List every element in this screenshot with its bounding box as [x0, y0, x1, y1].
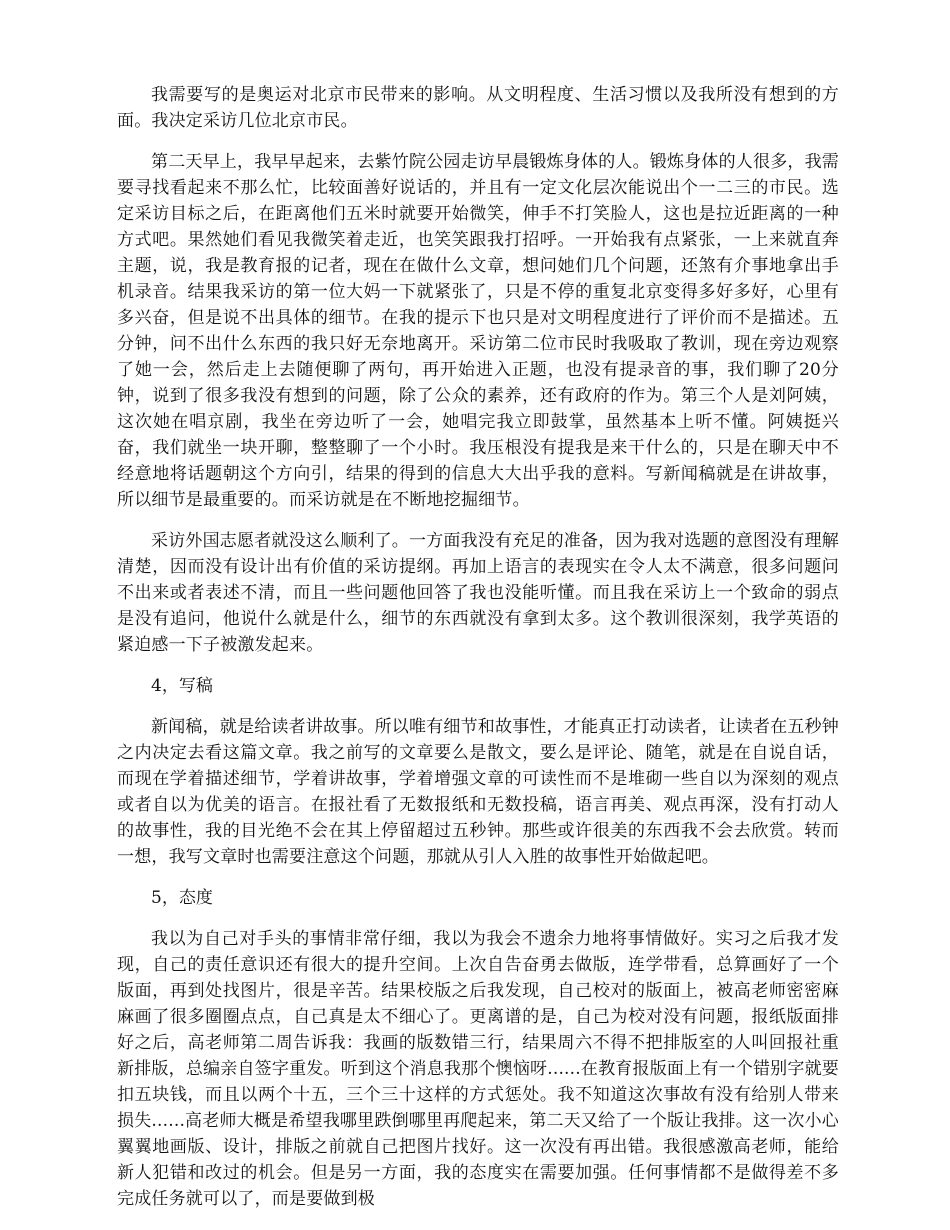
paragraph-2: 第二天早上，我早早起来，去紫竹院公园走访早晨锻炼身体的人。锻炼身体的人很多，我需要寻找看起来不那么忙，比较面善好说话的，并且有一定文化层次能说出个一二三的市民。选定采访目标之后，在距离他们五米时就要开始微笑，伸手不打笑脸人，这也是拉近距离的一种方式吧。果然她们看见我微笑着走近，也笑笑跟我打招呼。一开始我有点紧张，一上来就直奔主题，说，我是教育报的记者，现在在做什么文章，想问她们几个问题，还煞有介事地拿出手机录音。结果我采访的第一位大妈一下就紧张了，只是不停的重复北京变得多好多好，心里有多兴奋，但是说不出具体的细节。在我的提示下也只是对文明程度进行了评价而不是描述。五分钟，问不出什么东西的我只好无奈地离开。采访第二位市民时我吸取了教训，现在旁边观察了她一会，然后走上去随便聊了两句，再开始进入正题，也没有提录音的事，我们聊了20分钟，说到了很多我没有想到的问题，除了公众的素养，还有政府的作为。第三个人是刘阿姨，这次她在唱京剧，我坐在旁边听了一会，她唱完我立即鼓掌，虽然基本上听不懂。阿姨挺兴奋，我们就坐一块开聊，整整聊了一个小时。我压根没有提我是来干什么的，只是在聊天中不经意地将话题朝这个方向引，结果的得到的信息大大出乎我的意料。写新闻稿就是在讲故事，所以细节是最重要的。而采访就是在不断地挖掘细节。	[117, 152, 839, 510]
paragraph-3: 采访外国志愿者就没这么顺利了。一方面我没有充足的准备，因为我对选题的意图没有理解清楚，因而没有设计出有价值的采访提纲。再加上语言的表现实在令人太不满意，很多问题问不出来或者表述不清，而且一些问题他回答了我也没能听懂。而且我在采访上一个致命的弱点是没有追问，他说什么就是什么，细节的东西就没有拿到太多。这个教训很深刻，我学英语的紧迫感一下子被激发起来。	[117, 531, 839, 655]
document-body	[117, 82, 839, 1227]
section-heading-writing: 4，写稿	[151, 676, 213, 696]
paragraph-5: 我以为自己对手头的事情非常仔细，我以为我会不遗余力地将事情做好。实习之后我才发现，自己的责任意识还有很大的提升空间。上次自告奋勇去做版，连学带看，总算画好了一个版面，再到处找图片，很是辛苦。结果校版之后我发现，自己校对的版面上，被高老师密密麻麻画了很多圈圈点点，自己真是太不细心了。更离谱的是，自己为校对没有问题，报纸版面排好之后，高老师第二周告诉我：我画的版数错三行，结果周六不得不把排版室的人叫回报社重新排版，总编亲自签字重发。听到这个消息我那个懊恼呀......在教育报版面上有一个错别字就要扣五块钱，而且以两个十五，三个三十这样的方式惩处。我不知道这次事故有没有给别人带来损失......高老师大概是希望我哪里跌倒哪里再爬起来，第二天又给了一个版让我排。这一次小心翼翼地画版、设计，排版之前就自己把图片找好。这一次没有再出错。我很感激高老师，能给新人犯错和改过的机会。但是另一方面，我的态度实在需要加强。任何事情都不是做得差不多完成任务就可以了，而是要做到极	[117, 929, 839, 1209]
section-heading-attitude: 5，态度	[151, 888, 213, 908]
paragraph-1: 我需要写的是奥运对北京市民带来的影响。从文明程度、生活习惯以及我所没有想到的方面。我决定采访几位北京市民。	[117, 85, 839, 131]
paragraph-4: 新闻稿，就是给读者讲故事。所以唯有细节和故事性，才能真正打动读者，让读者在五秒钟之内决定去看这篇文章。我之前写的文章要么是散文，要么是评论、随笔，就是在自说自话，而现在学着描述细节，学着讲故事，学着增强文章的可读性而不是堆砌一些自以为深刻的观点或者自以为优美的语言。在报社看了无数报纸和无数投稿，语言再美、观点再深，没有打动人的故事性，我的目光绝不会在其上停留超过五秒钟。那些或许很美的东西我不会去欣赏。转而一想，我写文章时也需要注意这个问题，那就从引人入胜的故事性开始做起吧。	[117, 717, 839, 867]
